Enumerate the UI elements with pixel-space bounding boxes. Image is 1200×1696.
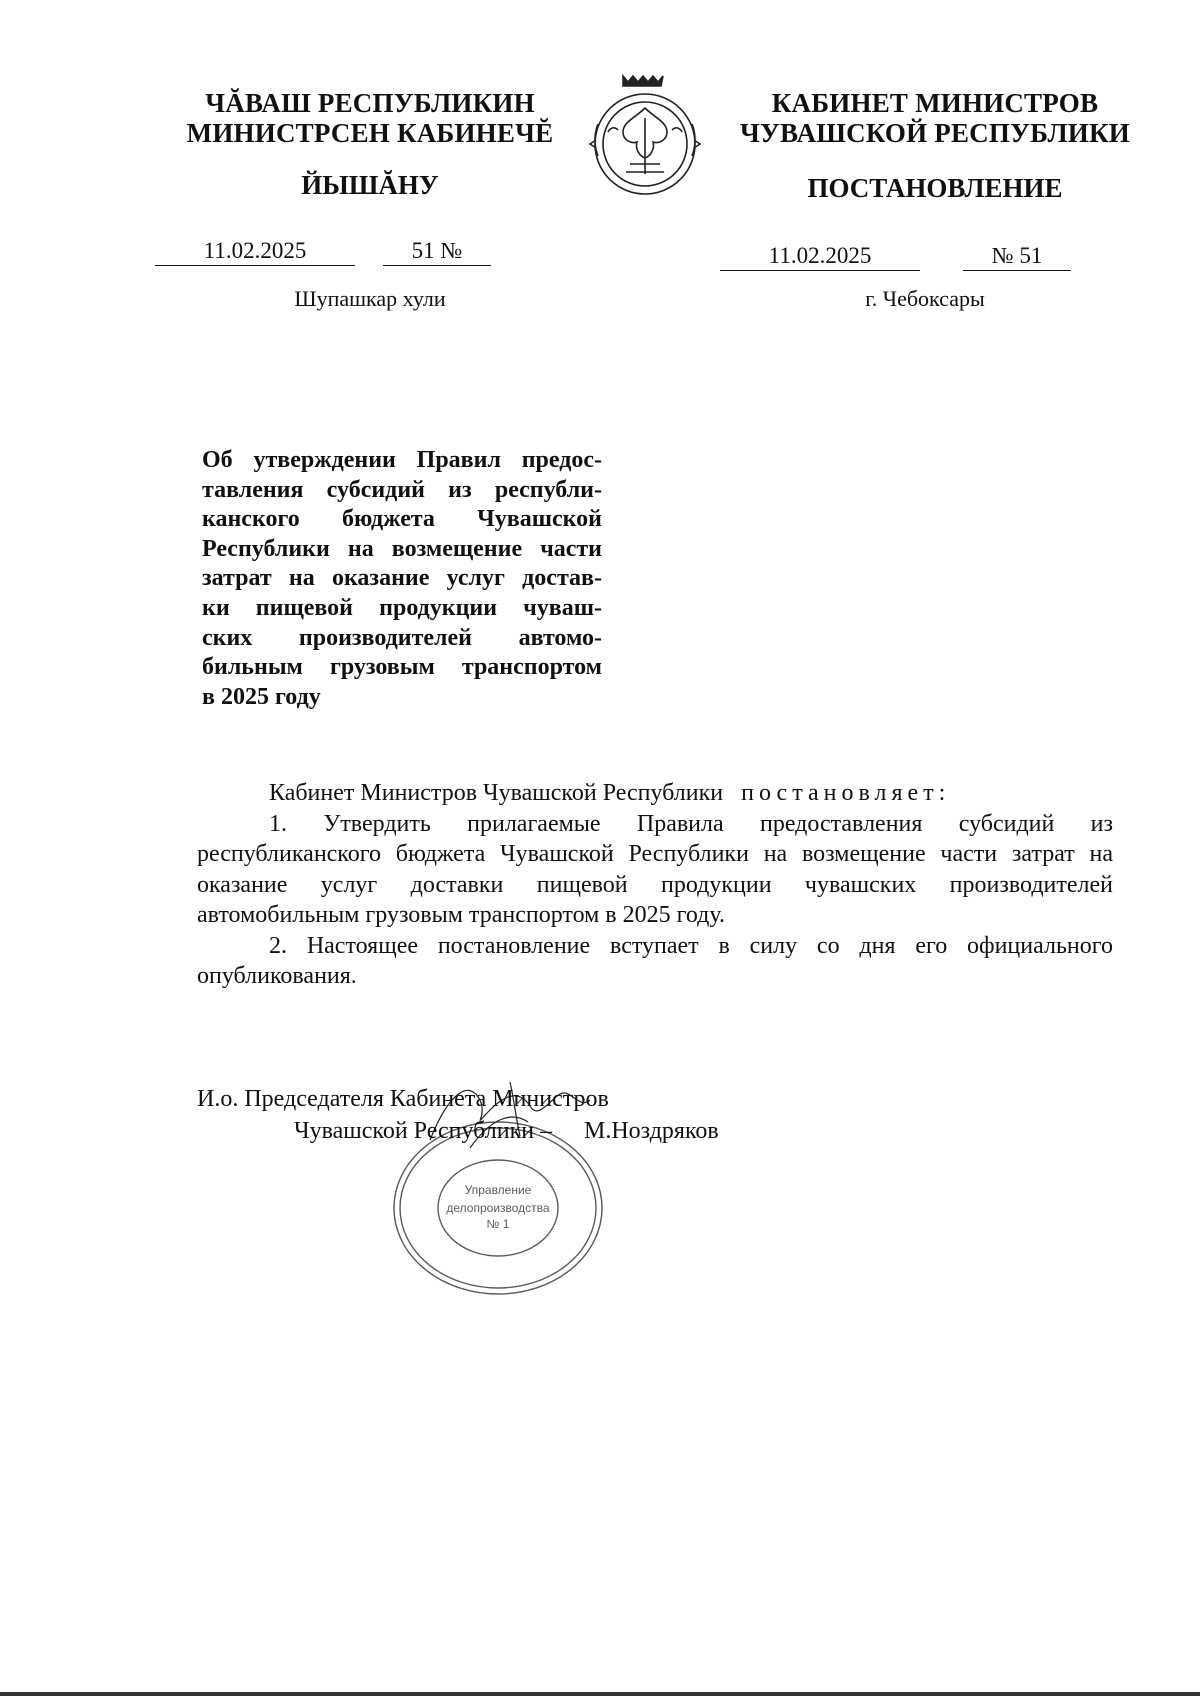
stamp-line1: Управление	[464, 1183, 532, 1197]
date-right: 11.02.2025	[720, 242, 920, 271]
stamp-line3: № 1	[486, 1217, 510, 1231]
doc-type-right: ПОСТАНОВЛЕНИЕ	[807, 173, 1063, 203]
signature-position-line2: Чувашской Республики –	[294, 1118, 553, 1144]
title-line: ки пищевой продукции чуваш-	[202, 594, 602, 621]
header-left	[150, 88, 590, 148]
document-body	[197, 778, 1113, 992]
number-left: 51 №	[383, 237, 491, 266]
preamble-verb: постановляет:	[741, 780, 951, 806]
coat-of-arms-icon	[578, 68, 712, 202]
header-left-line2: МИНИСТРСЕН КАБИНЕЧĔ	[186, 118, 554, 148]
number-right: № 51	[963, 242, 1071, 271]
header-left-line1: ЧĂВАШ РЕСПУБЛИКИН	[205, 88, 535, 118]
item-1: 1. Утвердить прилагаемые Правила предоставления субсидий из республиканского бюджета Чувашской Республики на возмещение части затрат на оказание услуг доставки пищевой продукции чувашских производителей автомобильным грузовым транспортом в 2025 году.	[197, 810, 1113, 928]
header-right-line1: КАБИНЕТ МИНИСТРОВ	[771, 88, 1099, 118]
date-left: 11.02.2025	[155, 237, 355, 266]
doc-type-left: ЙЫШĂНУ	[301, 170, 439, 200]
title-line: канского бюджета Чувашской	[202, 506, 602, 533]
page-bottom-edge	[0, 1692, 1200, 1696]
header-right	[735, 88, 1135, 148]
stamp-line2: делопроизводства	[446, 1201, 550, 1215]
title-line: Об утверждении Правил предос-	[202, 447, 602, 473]
title-line: в 2025 году	[202, 683, 321, 710]
title-line: затрат на оказание услуг достав-	[202, 565, 602, 592]
title-line: ских производителей автомо-	[202, 624, 602, 651]
title-line: Республики на возмещение части	[202, 535, 602, 562]
header-right-line2: ЧУВАШСКОЙ РЕСПУБЛИКИ	[740, 118, 1130, 148]
city-left: Шупашкар хули	[294, 286, 446, 311]
signatory-name: М.Ноздряков	[584, 1118, 719, 1144]
title-line: бильным грузовым транспортом	[202, 654, 602, 681]
title-line: тавления субсидий из республи-	[202, 476, 602, 503]
city-right: г. Чебоксары	[865, 286, 985, 311]
signature-position-line1: И.о. Председателя Кабинета Министров	[197, 1086, 609, 1112]
preamble-text: Кабинет Министров Чувашской Республики	[269, 780, 724, 806]
item-2: 2. Настоящее постановление вступает в силу со дня его официального опубликования.	[197, 932, 1113, 989]
preamble	[197, 778, 1113, 809]
document-title	[202, 446, 602, 712]
